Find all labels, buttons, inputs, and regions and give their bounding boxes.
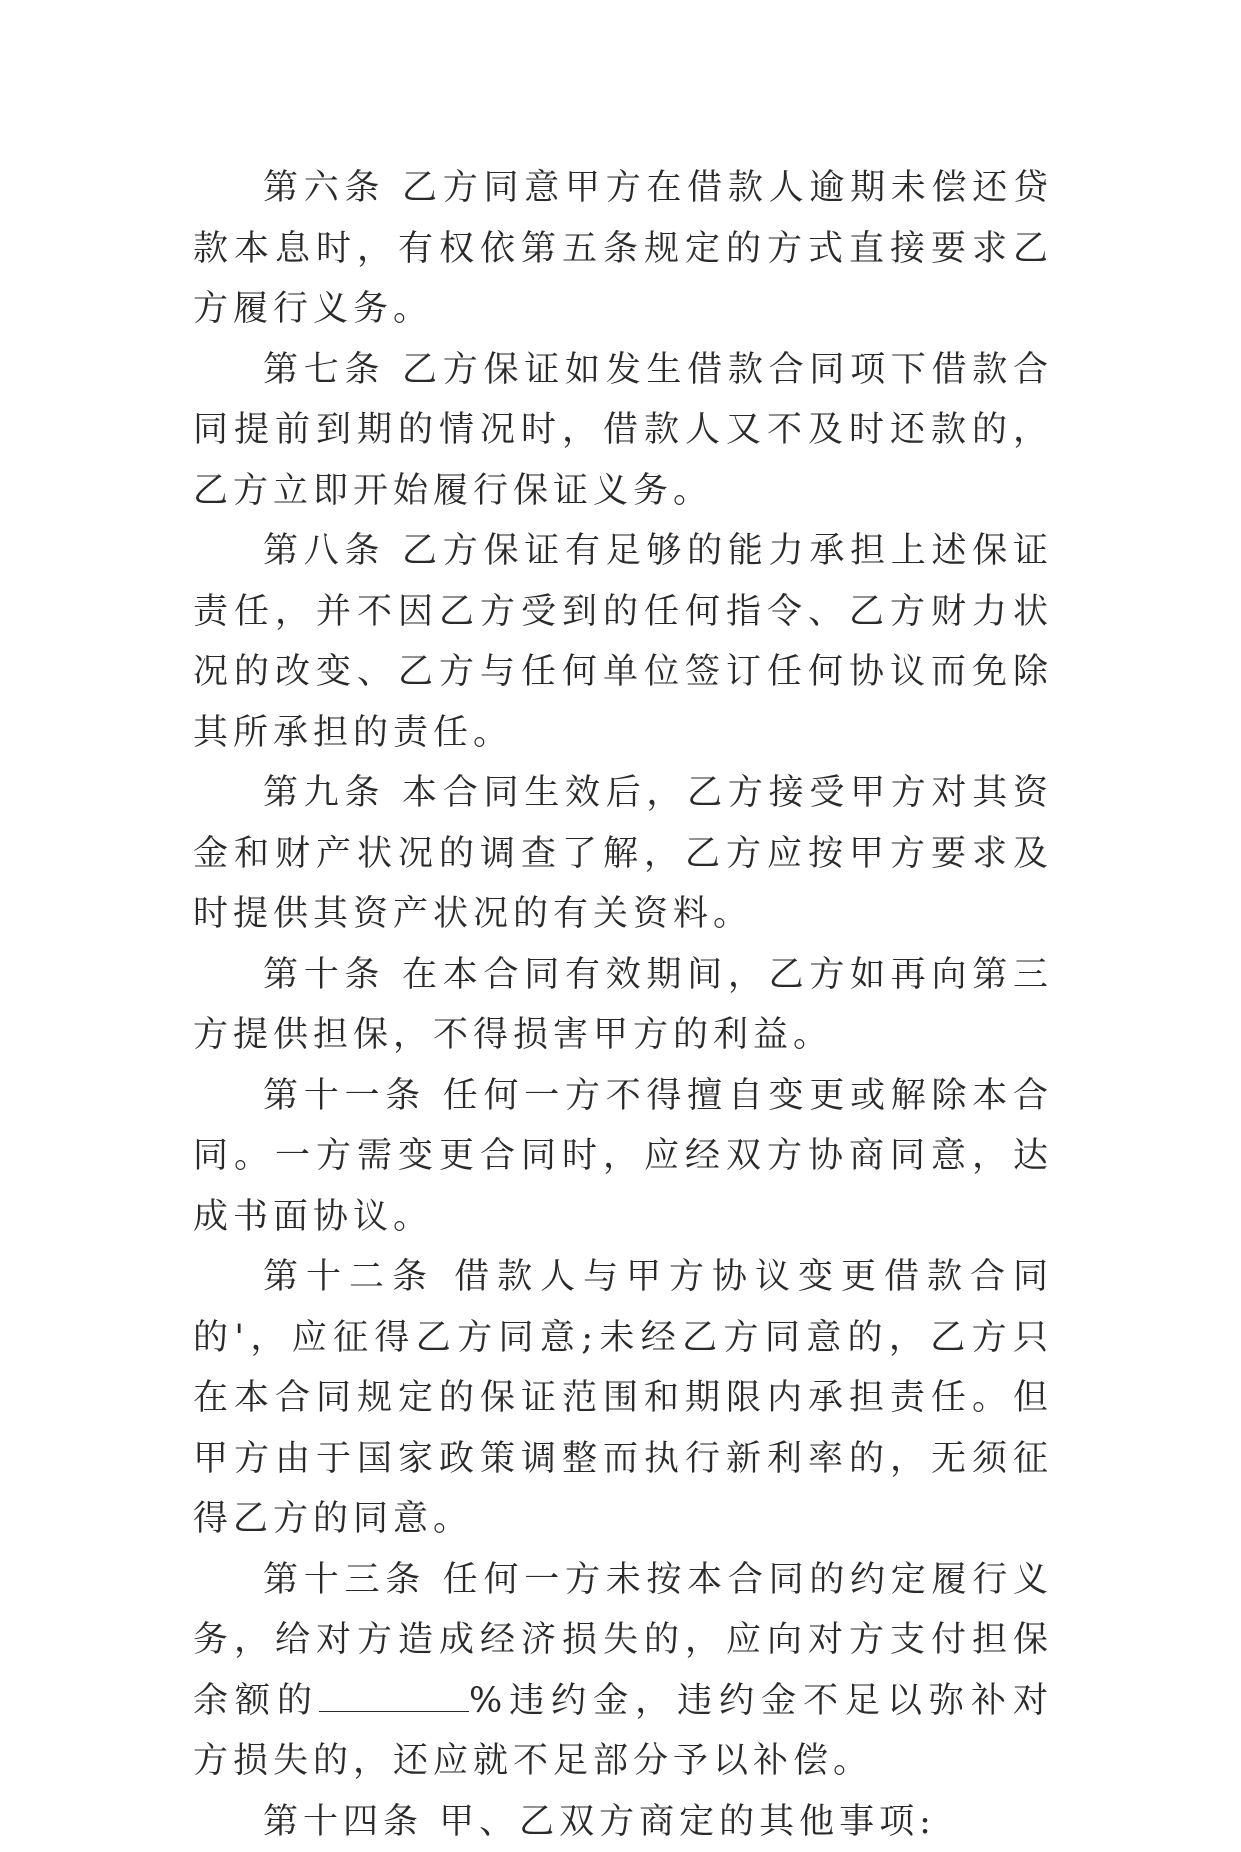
article-13-text-after: %违约金，违约金不足以弥补对方损失的，还应就不足部分予以补偿。	[193, 1681, 1053, 1782]
article-11: 第十一条 任何一方不得擅自变更或解除本合同。一方需变更合同时，应经双方协商同意，达成书面协议。	[193, 1066, 1053, 1248]
article-13-text-before: 第十三条 任何一方未按本合同的约定履行义务，给对方造成经济损失的，应向对方支付担保余额的	[193, 1560, 1053, 1721]
article-7: 第七条 乙方保证如发生借款合同项下借款合同提前到期的情况时，借款人又不及时还款的，乙方立即开始履行保证义务。	[193, 340, 1053, 522]
article-8: 第八条 乙方保证有足够的能力承担上述保证责任，并不因乙方受到的任何指令、乙方财力状况的改变、乙方与任何单位签订任何协议而免除其所承担的责任。	[193, 521, 1053, 763]
article-6: 第六条 乙方同意甲方在借款人逾期未偿还贷款本息时，有权依第五条规定的方式直接要求乙方履行义务。	[193, 158, 1053, 340]
article-14: 第十四条 甲、乙双方商定的其他事项:	[193, 1792, 1053, 1852]
article-9: 第九条 本合同生效后，乙方接受甲方对其资金和财产状况的调查了解，乙方应按甲方要求及时提供其资产状况的有关资料。	[193, 763, 1053, 945]
article-13	[193, 1550, 1053, 1792]
document-body	[193, 158, 1053, 1852]
penalty-percent-blank	[319, 1677, 469, 1712]
article-12: 第十二条 借款人与甲方协议变更借款合同的'，应征得乙方同意;未经乙方同意的，乙方只在本合同规定的保证范围和期限内承担责任。但甲方由于国家政策调整而执行新利率的，无须征得乙方的同意。	[193, 1247, 1053, 1550]
article-10: 第十条 在本合同有效期间，乙方如再向第三方提供担保，不得损害甲方的利益。	[193, 945, 1053, 1066]
